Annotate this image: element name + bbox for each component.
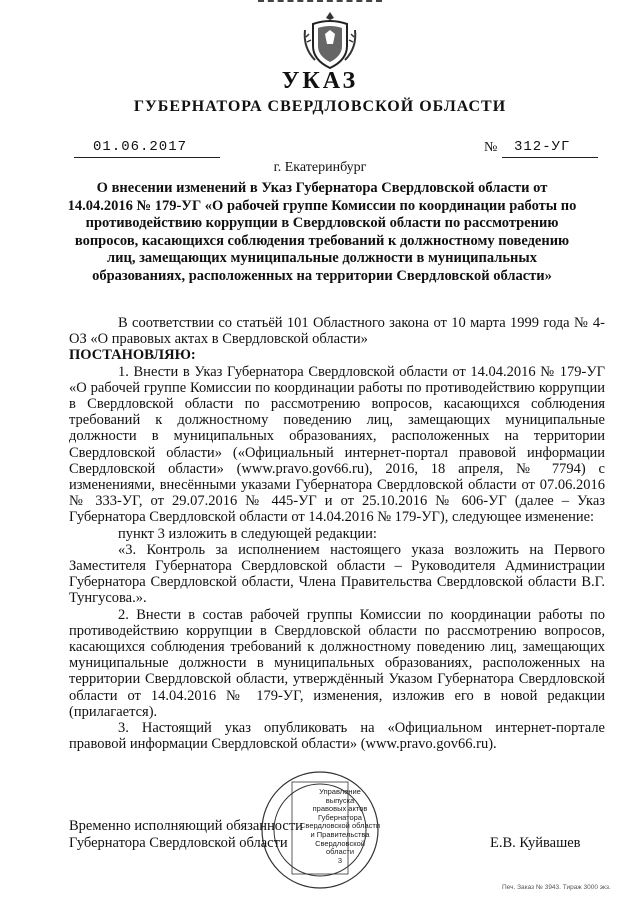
print-footer: Печ. Заказ № 3943. Тираж 3000 экз. <box>502 884 611 891</box>
position-line-2: Губернатора Свердловской области <box>69 835 288 851</box>
number-label: № <box>484 140 498 155</box>
document-body <box>69 315 605 752</box>
paragraph-1b: «3. Контроль за исполнением настоящего указа возложить на Первого Заместителя Губернатора Свердловской области – Руководителя Администрации Губернатора Свердловской области, Члена Правительства Свердловской области В.Г. Тунгусова.». <box>69 541 605 607</box>
document-number: 312-УГ <box>514 139 571 155</box>
signatory-name: Е.В. Куйвашев <box>490 835 581 851</box>
paragraph-3: 3. Настоящий указ опубликовать на «Официальном интернет-портале правовой информации Свердловской области» (www.pravo.gov66.ru). <box>69 720 605 753</box>
paragraph-1a: пункт 3 изложить в следующей редакции: <box>118 525 377 542</box>
stamp-line: Свердловской <box>315 838 365 848</box>
stamp-line: правовых актов <box>312 804 368 814</box>
document-date: 01.06.2017 <box>93 139 188 155</box>
stamp-line: и Правительства <box>310 829 370 839</box>
city: г. Екатеринбург <box>273 160 367 175</box>
signatory-position <box>69 818 303 852</box>
coat-of-arms-icon <box>301 10 359 70</box>
stamp-line: выпуска <box>325 795 355 805</box>
stamp-line: Свердловской области <box>300 821 381 831</box>
intro-paragraph: В соответствии со статьёй 101 Областного закона от 10 марта 1999 года № 4-ОЗ «О правовых актах в Свердловской области» <box>69 315 605 348</box>
document-subtitle: ГУБЕРНАТОРА СВЕРДЛОВСКОЙ ОБЛАСТИ <box>133 98 507 115</box>
stamp-line: области <box>325 847 355 857</box>
stamp-line: Управление <box>319 787 361 796</box>
decree-word: ПОСТАНОВЛЯЮ: <box>69 347 196 364</box>
stamp-line: 3 <box>337 855 343 865</box>
stamp-text <box>300 788 380 865</box>
position-line-1: Временно исполняющий обязанности <box>69 818 303 834</box>
document-heading: О внесении изменений в Указ Губернатора Свердловской области от 14.04.2016 № 179-УГ «О рабочей группе Комиссии по координации работы по противодействию коррупции в Свердловской области по рассмотрению вопросов, касающихся соблюдения требований к должностному поведению лиц, замещающих муниципальные должности в муниципальных образованиях, расположенных на территории Свердловской области» <box>67 180 577 284</box>
paragraph-2: 2. Внести в состав рабочей группы Комиссии по координации работы по противодействию коррупции в Свердловской области по рассмотрению вопросов, касающихся соблюдения требований к должностному поведению лиц, замещающих муниципальные должности в муниципальных образованиях, расположенных на территории Свердловской области, утверждённый Указом Губернатора Свердловской области от 14.04.2016 № 179-УГ, изменения, изложив его в новой редакции (прилагается). <box>69 606 605 720</box>
document-title: УКАЗ <box>281 68 359 94</box>
top-marks <box>258 0 382 5</box>
paragraph-1: 1. Внести в Указ Губернатора Свердловской области от 14.04.2016 № 179-УГ «О рабочей группе Комиссии по координации работы по противодействию коррупции в Свердловской области по рассмотрению вопросов, касающихся соблюдения требований к должностному поведению лиц, замещающих муниципальные должности в муниципальных образованиях, расположенных на территории Свердловской области» («Официальный интернет-портал правовой информации Свердловской области» (www.pravo.gov66.ru), 2016, 18 апреля, № 7794) с изменениями, внесёнными указами Губернатора Свердловской области от 07.06.2016 № 333-УГ, от 29.07.2016 № 445-УГ и от 25.10.2016 № 606-УГ (далее – Указ Губернатора Свердловской области от 14.04.2016 № 179-УГ), следующее изменение: <box>69 363 605 526</box>
stamp-line: Губернатора <box>318 812 362 822</box>
